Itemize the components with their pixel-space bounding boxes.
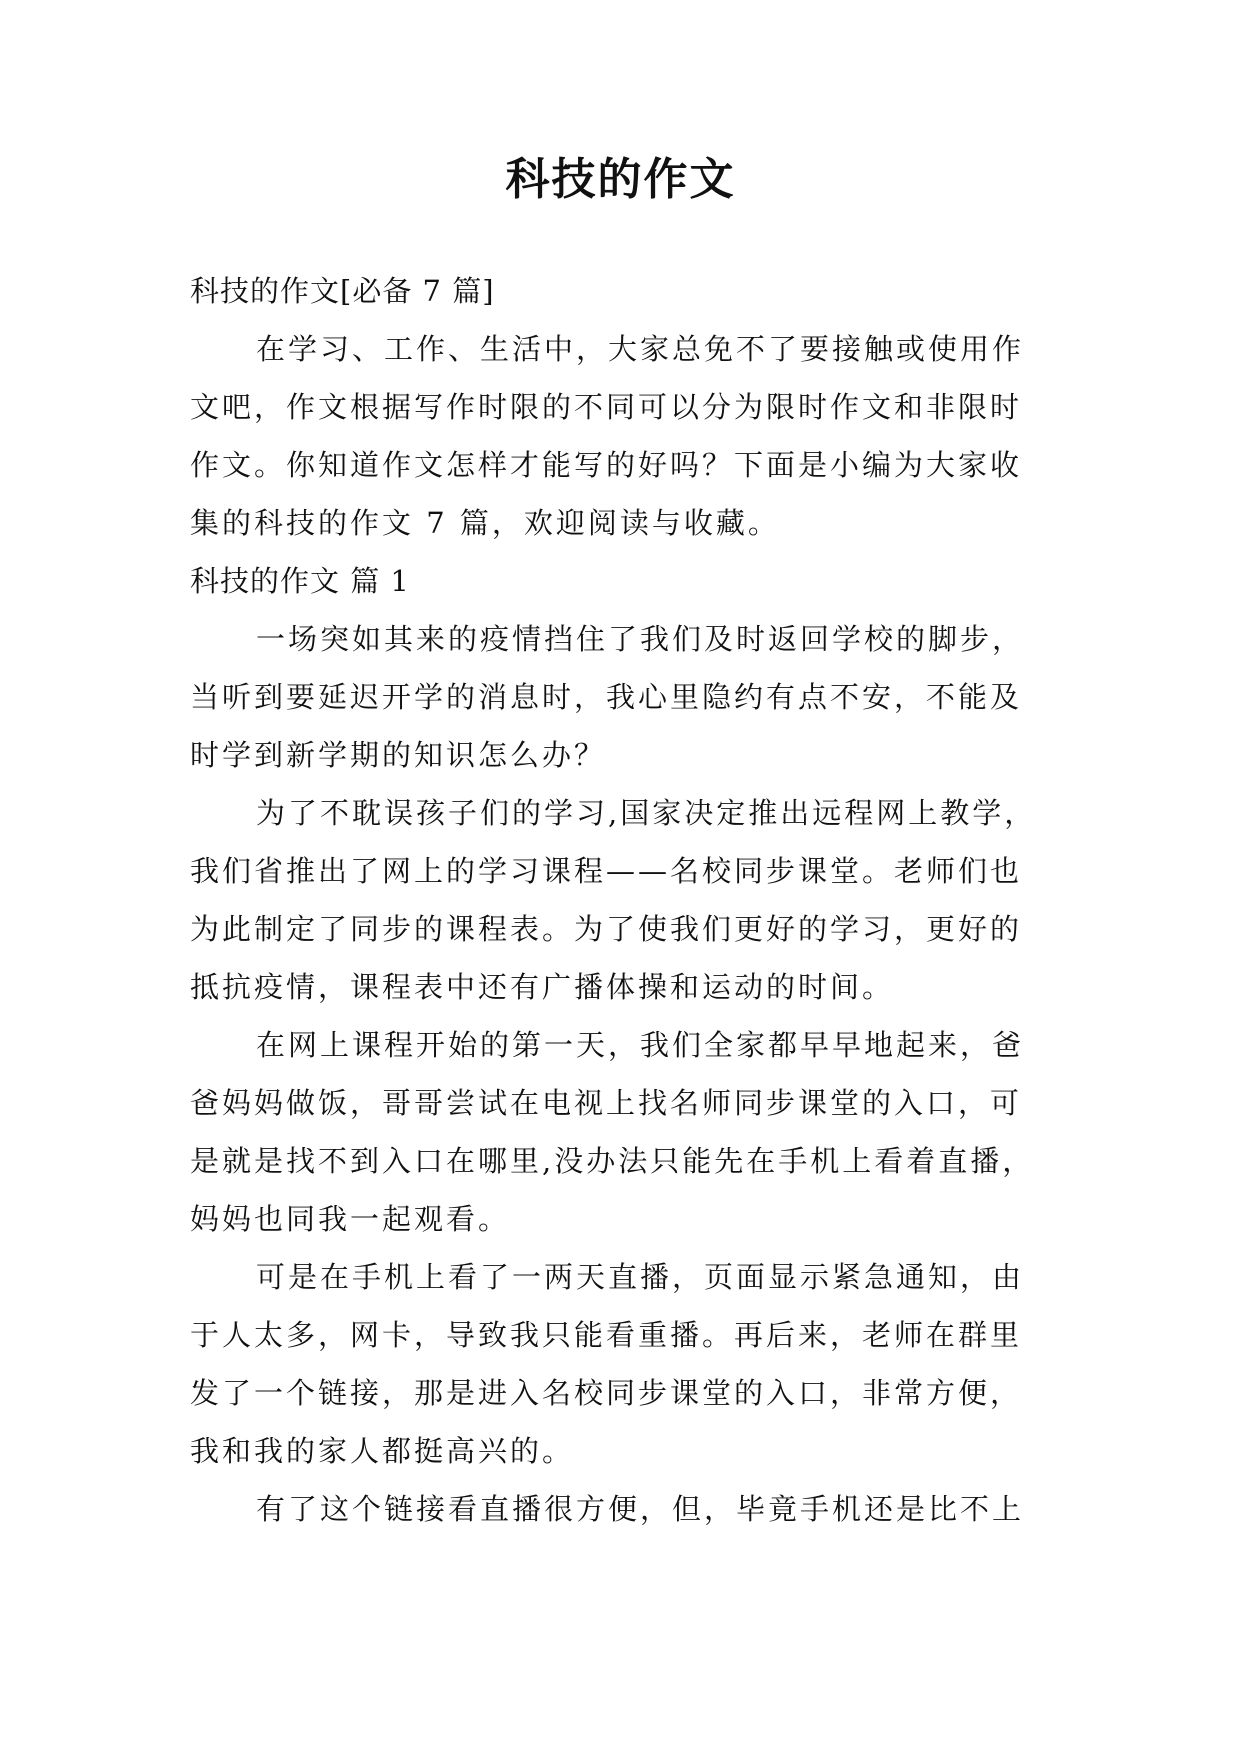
paragraph-line: 为此制定了同步的课程表。为了使我们更好的学习，更好的 [190, 912, 1023, 946]
paragraph-line: 当听到要延迟开学的消息时，我心里隐约有点不安，不能及 [190, 680, 1023, 714]
paragraph-line: 于人太多，网卡，导致我只能看重播。再后来，老师在群里 [190, 1318, 1023, 1352]
paragraph [190, 1016, 1050, 1248]
document-subtitle: 科技的作文[必备 7 篇] [190, 274, 495, 308]
paragraph-line: 我和我的家人都挺高兴的。 [190, 1434, 575, 1468]
paragraph-line: 抵抗疫情，课程表中还有广播体操和运动的时间。 [190, 970, 895, 1004]
paragraph-line: 集的科技的作文 7 篇，欢迎阅读与收藏。 [190, 506, 780, 540]
paragraph-line: 是就是找不到入口在哪里,没办法只能先在手机上看着直播， [190, 1144, 1035, 1178]
paragraph-line: 发了一个链接，那是进入名校同步课堂的入口，非常方便， [190, 1376, 1023, 1410]
intro-paragraph [190, 320, 1050, 552]
paragraph-line: 爸妈妈做饭，哥哥尝试在电视上找名师同步课堂的入口，可 [190, 1086, 1023, 1120]
paragraph-line: 我们省推出了网上的学习课程——名校同步课堂。老师们也 [190, 854, 1023, 888]
document-title: 科技的作文 [505, 154, 736, 205]
paragraph [190, 784, 1050, 1016]
document-body [190, 262, 1050, 1538]
paragraph-line: 在网上课程开始的第一天，我们全家都早早地起来，爸 [256, 1028, 1025, 1062]
paragraph-line: 文吧，作文根据写作时限的不同可以分为限时作文和非限时 [190, 390, 1023, 424]
paragraph-line: 可是在手机上看了一两天直播，页面显示紧急通知，由 [256, 1260, 1025, 1294]
paragraph-line: 为了不耽误孩子们的学习,国家决定推出远程网上教学， [256, 796, 1037, 830]
paragraph [190, 610, 1050, 784]
paragraph-line: 妈妈也同我一起观看。 [190, 1202, 511, 1236]
paragraph [190, 1248, 1050, 1480]
paragraph-line: 作文。你知道作文怎样才能写的好吗？下面是小编为大家收 [190, 448, 1023, 482]
section-heading: 科技的作文 篇 1 [190, 564, 410, 598]
paragraph [190, 1480, 1050, 1538]
paragraph-line: 有了这个链接看直播很方便，但，毕竟手机还是比不上 [256, 1492, 1025, 1526]
paragraph-line: 一场突如其来的疫情挡住了我们及时返回学校的脚步， [256, 622, 1025, 656]
paragraph-line: 在学习、工作、生活中，大家总免不了要接触或使用作 [256, 332, 1025, 366]
paragraph-line: 时学到新学期的知识怎么办？ [190, 738, 607, 772]
